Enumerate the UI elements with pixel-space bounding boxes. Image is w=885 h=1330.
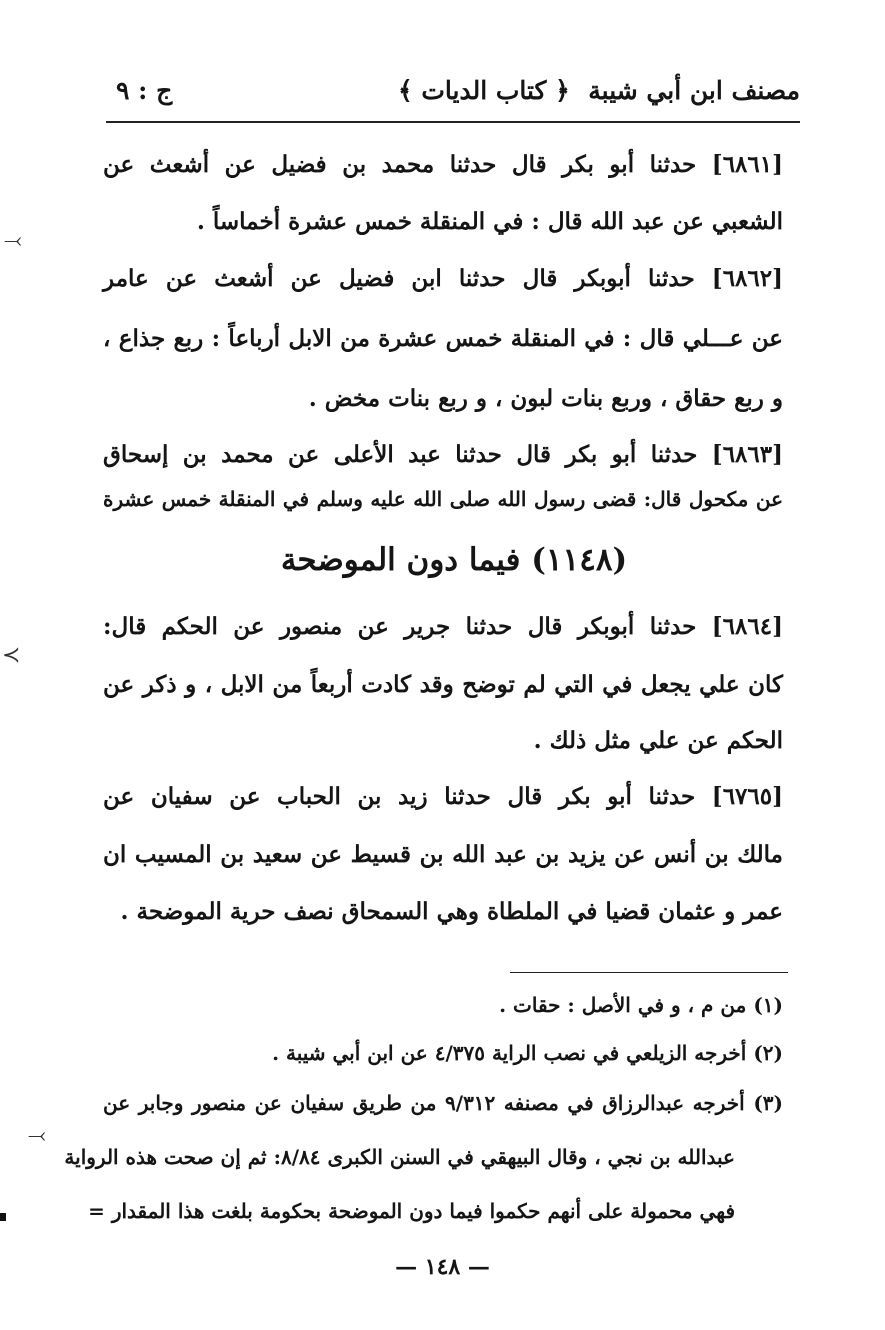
hadith-text: حدثنا أبو بكر قال حدثنا زيد بن الحباب عن سفيان عن (103, 783, 696, 810)
footnote-label: (١) (753, 993, 783, 1017)
hadith-6864-line-2: كان علي يجعل في التي لم توضح وقد كادت أربعاً من الابل ، و ذكر عن (103, 671, 783, 698)
hadith-6864-line-3: الحكم عن علي مثل ذلك . (533, 727, 783, 754)
hadith-6765-line-3: عمر و عثمان قضيا في الملطاة وهي السمحاق نصف حرية الموضحة . (120, 898, 783, 925)
volume-number: ج : ٩ (116, 76, 173, 105)
hadith-6862-line-1 (103, 262, 783, 296)
footnote-label: (٣) (753, 1091, 783, 1115)
running-header (108, 70, 800, 120)
hadith-number: [٦٨٦٣] (711, 441, 783, 468)
hadith-text: حدثنا أبوبكر قال حدثنا ابن فضيل عن أشعث عن عامر (103, 265, 695, 292)
footnote-3 (103, 1088, 783, 1118)
hadith-text: حدثنا أبوبكر قال حدثنا جرير عن منصور عن الحكم قال: (103, 613, 697, 640)
footnote-label: (٢) (753, 1041, 783, 1065)
header-rule (106, 121, 800, 123)
footnote-text: أخرجه عبدالرزاق في مصنفه ٩/٣١٢ من طريق سفيان عن منصور وجابر عن (103, 1091, 745, 1115)
hadith-6861-line-1 (103, 148, 783, 182)
page-number: — ١٤٨ — (395, 1254, 490, 1280)
hadith-number: [٦٨٦١] (711, 151, 783, 178)
section-title: (١١٤٨) فيما دون الموضحة (280, 542, 628, 578)
book-title: مصنف ابن أبي شيبة (588, 76, 800, 105)
hadith-6862-line-3: و ربع حقاق ، وربع بنات لبون ، و ربع بنات مخض . (308, 385, 783, 412)
edge-mark (0, 1213, 6, 1221)
hadith-6864-line-1 (103, 610, 783, 644)
footnote-rule (510, 972, 788, 973)
hadith-6765-line-2: مالك بن أنس عن يزيد بن عبد الله بن قسيط عن سعيد بن المسيب ان (103, 841, 783, 868)
margin-mark-icon: ⤙ (4, 228, 22, 253)
chapter-title: ﴿ كتاب الديات ﴾ (398, 76, 570, 105)
hadith-6861-line-2: الشعبي عن عبد الله قال : في المنقلة خمس عشرة أخماساً . (196, 208, 783, 235)
hadith-6863-line-2: عن مكحول قال: قضى رسول الله صلى الله عليه وسلم في المنقلة خمس عشرة (103, 487, 783, 511)
footnote-3-line-2: عبدالله بن نجي ، وقال البيهقي في السنن الكبرى ٨/٨٤: ثم إن صحت هذه الرواية (64, 1145, 735, 1169)
hadith-6765-line-1 (103, 780, 783, 814)
footnote-text: من م ، و في الأصل : حقات . (499, 993, 747, 1017)
hadith-text: حدثنا أبو بكر قال حدثنا محمد بن فضيل عن أشعث عن (103, 151, 697, 178)
margin-mark-icon: ⤙ (28, 1123, 46, 1148)
margin-mark-icon: ≺ (2, 643, 21, 668)
hadith-number: [٦٨٦٢] (711, 265, 783, 292)
footnote-text: أخرجه الزيلعي في نصب الراية ٤/٣٧٥ عن ابن أبي شيبة . (272, 1041, 747, 1065)
hadith-text: حدثنا أبو بكر قال حدثنا عبد الأعلى عن محمد بن إسحاق (103, 441, 698, 468)
hadith-number: [٦٧٦٥] (711, 783, 783, 810)
hadith-6863-line-1 (103, 438, 783, 472)
footnote-1 (103, 990, 783, 1020)
footnote-3-line-3: فهي محمولة على أنهم حكموا فيما دون الموضحة بحكومة بلغت هذا المقدار = (88, 1199, 735, 1223)
footnote-2 (103, 1038, 783, 1068)
hadith-number: [٦٨٦٤] (711, 613, 783, 640)
hadith-6862-line-2: عن عـــلي قال : في المنقلة خمس عشرة من الابل أرباعاً : ربع جذاع ، (103, 325, 783, 352)
